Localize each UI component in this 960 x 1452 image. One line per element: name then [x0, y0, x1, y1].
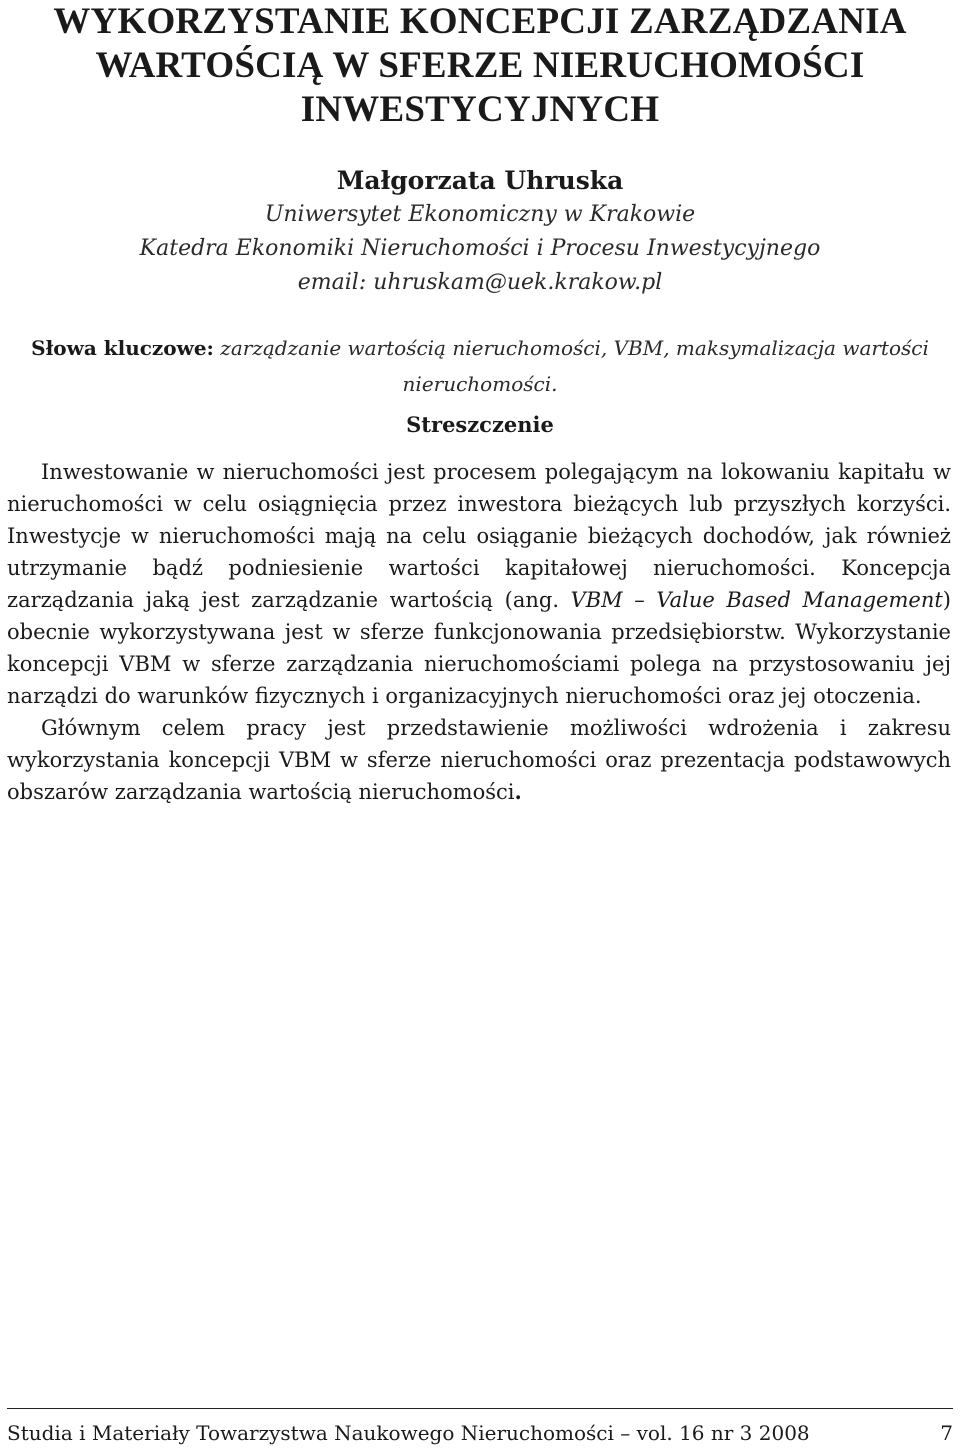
keywords-label: Słowa kluczowe:: [31, 336, 214, 360]
page-footer: [7, 1408, 953, 1447]
author-affiliation-department: Katedra Ekonomiki Nieruchomości i Procesu Inwestycyjnego: [139, 236, 821, 261]
abstract-paragraph-2: [7, 712, 951, 808]
author-block: [0, 164, 960, 300]
title-line-1: WYKORZYSTANIE KONCEPCJI ZARZĄDZANIA: [53, 1, 907, 42]
author-name: Małgorzata Uhruska: [336, 166, 624, 195]
author-affiliation-university: Uniwersytet Ekonomiczny w Krakowie: [264, 202, 696, 227]
footer-journal: Studia i Materiały Towarzystwa Naukowego Nieruchomości – vol. 16 nr 3 2008: [7, 1421, 810, 1445]
abstract-heading: Streszczenie: [406, 412, 554, 437]
abstract-p1-text-b: ) obecnie wykorzystywana jest w sferze funkcjonowania przedsiębiorstw. Wykorzystanie koncepcji VBM w sferze zarządzania nieruchomościami polega na przystosowaniu jej narządzi do warunków fizycznych i organizacyjnych nieruchomości oraz jej otoczenia.: [7, 588, 951, 708]
footer-page-number: 7: [940, 1421, 953, 1445]
abstract-p1-italic-term: VBM – Value Based Management: [570, 588, 943, 612]
abstract-p2-text: Głównym celem pracy jest przedstawienie możliwości wdrożenia i zakresu wykorzystania koncepcji VBM w sferze nieruchomości oraz prezentacja podstawowych obszarów zarządzania wartością nieruchomości: [7, 716, 951, 804]
keywords-text: zarządzanie wartością nieruchomości, VBM, maksymalizacja wartości nieruchomości.: [220, 336, 929, 396]
abstract-body: [7, 456, 951, 808]
abstract-p2-end-period: .: [514, 779, 522, 804]
title-line-2: WARTOŚCIĄ W SFERZE NIERUCHOMOŚCI: [95, 45, 865, 86]
abstract-paragraph-1: [7, 456, 951, 712]
article-title: [0, 0, 960, 132]
abstract-p1-text-a: Inwestowanie w nieruchomości jest procesem polegającym na lokowaniu kapitału w nieruchomości w celu osiągnięcia przez inwestora bieżących lub przyszłych korzyści. Inwestycje w nieruchomości mają na celu osiąganie bieżących dochodów, jak również utrzymanie bądź podniesienie wartości kapitałowej nieruchomości. Koncepcja zarządzania jaką jest zarządzanie wartością (ang.: [7, 460, 951, 612]
author-email: email: uhruskam@uek.krakow.pl: [297, 270, 663, 295]
keywords: [0, 330, 960, 402]
title-line-3: INWESTYCYJNYCH: [300, 89, 660, 130]
